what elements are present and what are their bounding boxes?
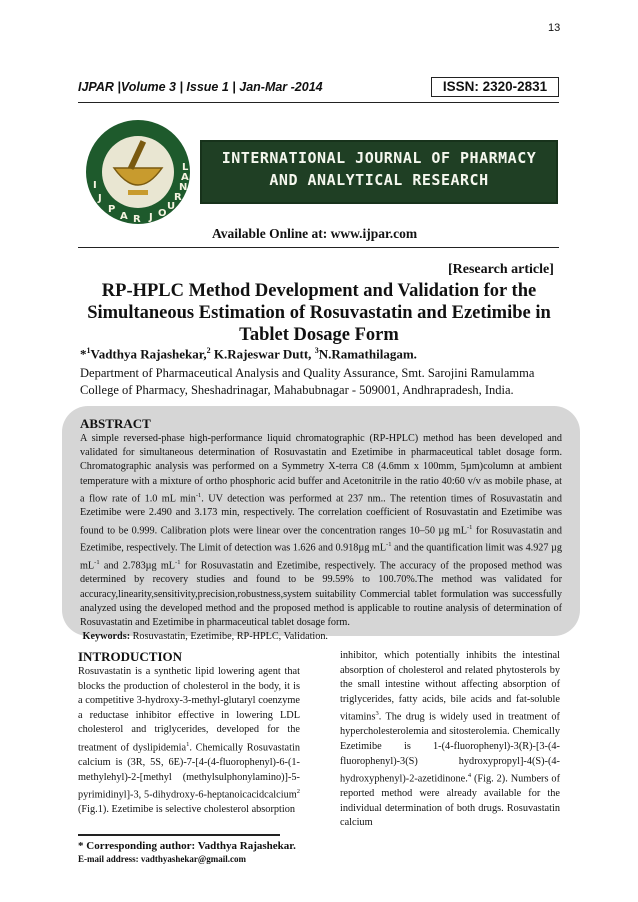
page-number: 13 <box>548 22 561 34</box>
journal-banner <box>200 140 558 204</box>
svg-text:J: J <box>98 193 102 204</box>
journal-volume-line: IJPAR |Volume 3 | Issue 1 | Jan-Mar -2014 <box>78 80 323 94</box>
keywords: Rosuvastatin, Ezetimibe, RP-HPLC, Validation. <box>130 631 328 643</box>
footnote-rule <box>78 834 280 836</box>
article-type: [Research article] <box>448 262 554 277</box>
corresponding-author: * Corresponding author: Vadthya Rajashekar. <box>78 840 296 852</box>
header-rule <box>78 102 559 103</box>
section-rule <box>78 247 559 248</box>
introduction-heading: INTRODUCTION <box>78 649 183 664</box>
svg-text:A: A <box>120 211 128 222</box>
banner-line-2: AND ANALYTICAL RESEARCH <box>269 171 489 189</box>
svg-text:O: O <box>158 208 167 219</box>
issn-box: ISSN: 2320-2831 <box>431 77 559 97</box>
svg-text:N: N <box>179 182 188 193</box>
svg-text:A: A <box>181 172 189 183</box>
svg-text:R: R <box>133 214 141 225</box>
svg-text:R: R <box>174 192 182 203</box>
author-email: E-mail address: vadthyashekar@gmail.com <box>78 854 246 864</box>
abstract-text: A simple reversed-phase high-performance liquid chromatographic (RP-HPLC) method has been developed and validated for simultaneous determination of Rosuvastatin and Ezetimibe in pharmaceutical tablet dosage form. Chromatographic analysis was performed on a Symmetry X-terra C8 (4.6mm x 100mm, 5µm)column at ambient temperature with a mixture of ortho phosphoric acid buffer and Acetonitrile in the ratio 40:60 v/v as mobile phase, at a flow rate of 1.0 mL $\min^{-1}$. UV detection was performed at 237 nm.. The retention times of Rosuvastatin and Ezetimibe were 2.490 and 3.173 min, respectively. The correlation coefficient of Rosuvastatin and Ezetimibe was found to be 0.999. Calibration plots were linear over the concentration ranges 10–50 µg $mL^{-1}$ for Rosuvastatin and Ezetimibe, respectively. The Limit of detection was 1.626 and 0.918µg $mL^{-1}$ and the quantification limit was 4.927 µg $mL^{-1}$ and 2.783µg $mL^{-1}$ for Rosuvastatin and Ezetimibe, respectively. The accuracy of the proposed method was determined by recovery studies and found to be 99.59% to 100.70%.The method was validated for accuracy,linearity,sensitivity,precision,robustness,system suitability Commercial tablet formulation was successfully analyzed using the developed method and the proposed method is applicable to routine analysis of determination of Rosuvastatin and Ezetimibe in pharmaceutical tablet dosage form. Keywords: Rosuvastatin, Ezetimibe, RP-HPLC, Validation. <box>80 433 563 643</box>
svg-text:P: P <box>108 204 116 215</box>
svg-text:J: J <box>149 212 153 223</box>
svg-text:I: I <box>93 180 97 191</box>
abstract-heading: ABSTRACT <box>80 416 151 431</box>
intro-right-column: inhibitor, which potentially inhibits the intestinal absorption of cholesterol and related phytosterols by the small intestine without affecting absorption of triglycerides, fatty acids, bile acids and fat-soluble vitamins$^3$. The drug is widely used in treatment of hypercholesterolemia and sitosterolemia. Chemically Ezetimibe is 1-(4-fluorophenyl)-3(R)-[3-(4-fluorophenyl)-3(S) hydroxypropyl]-4(S)-(4-hydroxyphenyl)-2-azetidinone.$^4$ (Fig. 2). Numbers of reported method were already available for the individual determination of both drugs. Rosuvastatin calcium <box>340 650 560 829</box>
available-online: Available Online at: www.ijpar.com <box>212 226 418 241</box>
author-list: *$^1$Vadthya Rajashekar,$^2$ K.Rajeswar Dutt, $^3$N.Ramathilagam. <box>80 346 417 362</box>
keywords-label: Keywords: <box>82 631 131 643</box>
intro-left-column: Rosuvastatin is a synthetic lipid lowering agent that blocks the production of cholesterol in the body, it is a competitive 3-hydroxy-3-methyl-glutaryl coenzyme a reductase inhibitor effective in lowering LDL cholesterol and triglycerides, developed for the treatment of dyslipidemia$^1$. Chemically Rosuvastatin calcium is (3R, 5S, 6E)-7-[4-(4-fluorophenyl)-6-(1-methylehyl)-2-[methyl (methylsulphonylamino)]-5- pyrimidinyl]-3, 5-dihydroxy-6-heptanoicacidcalcium$^2$ (Fig.1). Ezetimibe is selective cholesterol absorption <box>78 666 300 816</box>
journal-logo-icon <box>84 118 192 226</box>
affiliation: Department of Pharmaceutical Analysis and Quality Assurance, Smt. Sarojini Ramulamma College of Pharmacy, Sheshadrinagar, Mahabubnagar - 509001, Andhrapradesh, India. <box>80 366 535 397</box>
svg-text:L: L <box>182 162 189 173</box>
banner-line-1: INTERNATIONAL JOURNAL OF PHARMACY <box>221 149 537 167</box>
svg-text:U: U <box>167 201 176 212</box>
article-title: RP-HPLC Method Development and Validation for the Simultaneous Estimation of Rosuvastatin and Ezetimibe in Tablet Dosage Form <box>87 281 551 345</box>
